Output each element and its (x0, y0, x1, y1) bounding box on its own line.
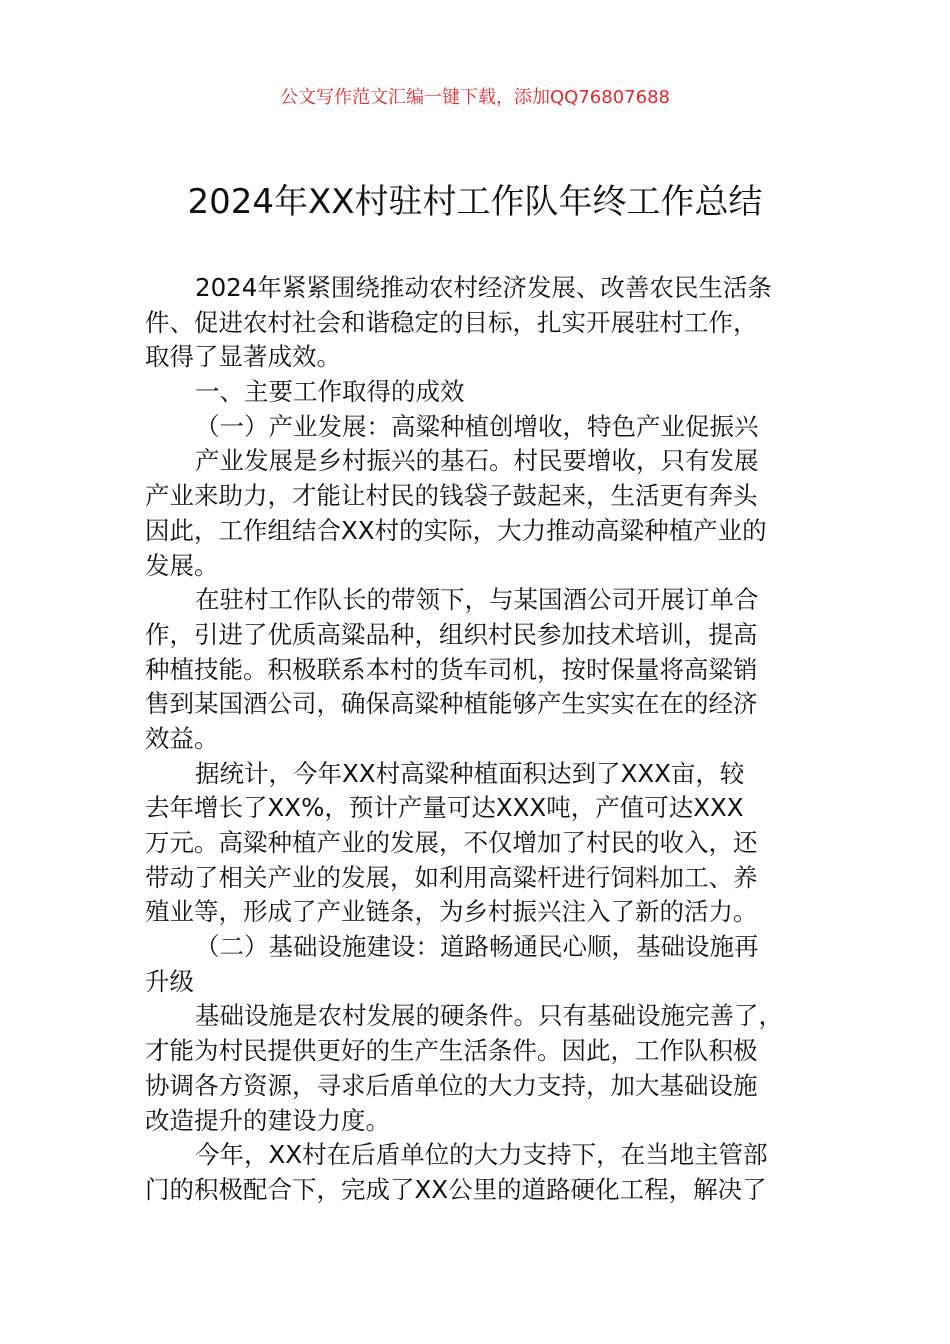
text-line: （一）产业发展：高粱种植创增收，特色产业促振兴 (195, 411, 759, 441)
text-line: （二）基础设施建设：道路畅通民心顺，基础设施再 (195, 932, 759, 962)
text-line: 种植技能。积极联系本村的货车司机，按时保量将高粱销 (145, 654, 758, 684)
text-line: 据统计，今年XX村高粱种植面积达到了XXX亩，较 (195, 758, 745, 788)
text-line: 效益。 (145, 723, 219, 753)
text-line: 改造提升的建设力度。 (145, 1105, 390, 1135)
text-line: 一、主要工作取得的成效 (195, 377, 465, 407)
text-line: 2024年紧紧围绕推动农村经济发展、改善农民生活条 (195, 273, 772, 302)
document-title: 2024年XX村驻村工作队年终工作总结 (187, 182, 763, 222)
text-line: 升级 (145, 966, 194, 996)
text-line: 今年，XX村在后盾单位的大力支持下，在当地主管部 (195, 1140, 768, 1170)
text-line: 作，引进了优质高粱品种，组织村民参加技术培训，提高 (145, 619, 758, 649)
text-line: 售到某国酒公司，确保高粱种植能够产生实实在在的经济 (145, 689, 758, 719)
text-line: 产业来助力，才能让村民的钱袋子鼓起来，生活更有奔头 (145, 481, 758, 511)
text-line: 才能为村民提供更好的生产生活条件。因此，工作队积极 (145, 1036, 758, 1066)
text-line: 取得了显著成效。 (145, 342, 341, 372)
text-line: 协调各方资源，寻求后盾单位的大力支持，加大基础设施 (145, 1070, 758, 1100)
text-line: 去年增长了XX%，预计产量可达XXX吨，产值可达XXX (145, 793, 744, 823)
text-line: 因此，工作组结合XX村的实际，大力推动高粱种植产业的 (145, 515, 767, 545)
text-line: 在驻村工作队长的带领下，与某国酒公司开展订单合 (195, 585, 759, 615)
text-line: 殖业等，形成了产业链条，为乡村振兴注入了新的活力。 (145, 897, 758, 927)
text-line: 发展。 (145, 550, 219, 580)
text-line: 带动了相关产业的发展，如利用高粱杆进行饲料加工、养 (145, 862, 758, 892)
text-line: 件、促进农村社会和谐稳定的目标，扎实开展驻村工作， (145, 307, 758, 337)
text-line: 产业发展是乡村振兴的基石。村民要增收，只有发展 (195, 446, 759, 476)
watermark-banner: 公文写作范文汇编一键下载，添加QQ76807688 (280, 87, 670, 108)
text-line: 万元。高粱种植产业的发展，不仅增加了村民的收入，还 (145, 828, 758, 857)
document-body (145, 271, 845, 1208)
text-line: 门的积极配合下，完成了XX公里的道路硬化工程，解决了 (145, 1174, 767, 1204)
text-line: 基础设施是农村发展的硬条件。只有基础设施完善了， (195, 1001, 783, 1031)
